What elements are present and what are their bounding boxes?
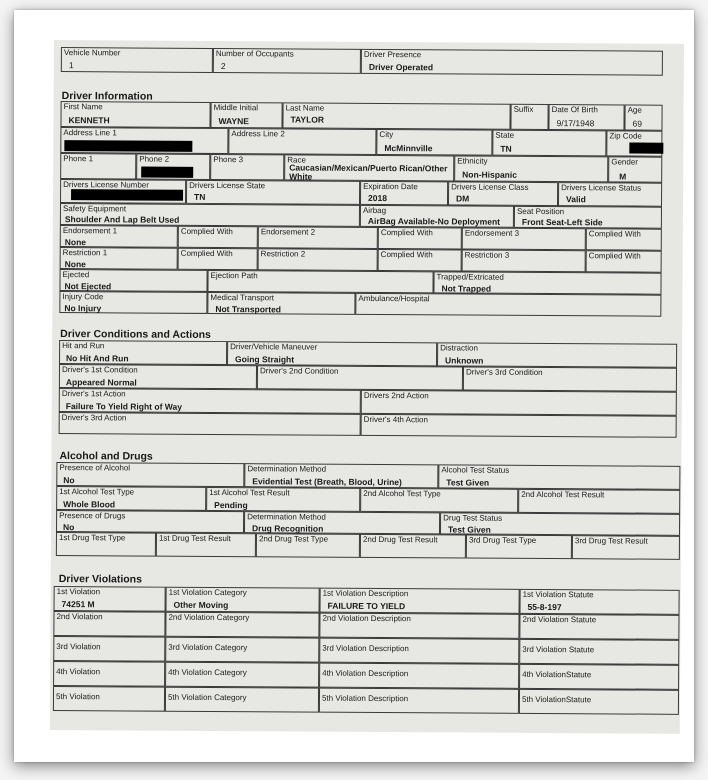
- field-label: Driver Presence: [363, 49, 422, 60]
- field-label: Complied With: [380, 228, 433, 238]
- section-heading-driver-violations: Driver Violations: [58, 573, 143, 586]
- seat-position-field: [514, 206, 662, 229]
- field-label: Ambulance/Hospital: [358, 293, 430, 304]
- field-value: McMinnville: [384, 143, 433, 154]
- hit-and-run-field: [59, 340, 227, 365]
- field-label: Drivers License State: [189, 180, 266, 191]
- field-value: TN: [194, 191, 206, 202]
- field-value: None: [64, 259, 86, 270]
- violation-description-field: [320, 588, 520, 614]
- field-value: No Injury: [64, 303, 102, 314]
- field-label: Zip Code: [609, 131, 642, 141]
- photo-frame: [14, 10, 694, 762]
- field-value: Other Moving: [173, 599, 229, 611]
- drug-test-status-field: [440, 512, 680, 535]
- field-value: Drug Recognition: [251, 523, 324, 534]
- field-value: 69: [632, 118, 642, 129]
- violation-statute-field: [519, 639, 679, 665]
- field-value: Caucasian/Mexican/Puerto Rican/Other White: [289, 162, 448, 182]
- field-label: Driver's 1st Condition: [61, 365, 138, 375]
- field-label: Medical Transport: [210, 292, 275, 303]
- condition-2-field: [257, 365, 463, 390]
- redaction-bar: [64, 140, 192, 152]
- field-label: Trapped/Extricated: [436, 272, 504, 282]
- violation-category-field: [165, 612, 319, 638]
- action-1-field: [59, 388, 361, 414]
- violation-number-field: [53, 661, 165, 687]
- address-line-2-field: [228, 128, 376, 155]
- middle-initial-field: [210, 102, 282, 128]
- field-label: 1st Violation Statute: [522, 589, 594, 600]
- field-label: 3rd Drug Test Result: [574, 536, 648, 546]
- address-line-1-field: [60, 127, 228, 154]
- field-value: WAYNE: [218, 116, 249, 127]
- field-label: Restriction 3: [464, 250, 510, 260]
- maneuver-field: [227, 341, 437, 366]
- action-2-field: [361, 390, 677, 416]
- action-3-field: [59, 412, 361, 436]
- section-heading-driver-conditions: Driver Conditions and Actions: [60, 328, 211, 341]
- field-label: 1st Alcohol Test Type: [59, 487, 135, 497]
- field-value: Not Transported: [215, 303, 282, 315]
- field-value: TAYLOR: [290, 114, 325, 125]
- drug-test-3-type-field: [466, 535, 572, 560]
- violation-description-field: [319, 663, 519, 689]
- field-label: 3rd Drug Test Type: [468, 535, 537, 545]
- endorsement-1-complied-field: [178, 226, 258, 248]
- field-label: 4th ViolationStatute: [522, 669, 592, 680]
- field-label: Complied With: [180, 248, 233, 259]
- field-value: Valid: [566, 194, 586, 205]
- field-value: FAILURE TO YIELD: [327, 600, 406, 612]
- field-value: Shoulder And Lap Belt Used: [64, 214, 180, 225]
- restriction-2-field: [258, 248, 378, 271]
- field-label: Endorsement 2: [260, 227, 316, 237]
- field-label: Complied With: [588, 229, 641, 239]
- endorsement-3-field: [462, 227, 586, 250]
- field-label: Ejection Path: [210, 270, 258, 281]
- field-label: Race: [287, 155, 306, 165]
- field-value: Front Seat-Left Side: [521, 216, 603, 228]
- restriction-2-complied-field: [378, 249, 462, 272]
- field-label: 1st Drug Test Result: [158, 533, 231, 544]
- condition-3-field: [463, 367, 677, 392]
- alcohol-test-1-type-field: [56, 486, 206, 511]
- alcohol-test-1-result-field: [206, 487, 360, 512]
- field-label: 5th Violation Category: [167, 692, 247, 703]
- phone-1-field: [60, 153, 136, 179]
- field-value: 1: [68, 60, 74, 71]
- field-label: Drivers 2nd Action: [363, 390, 429, 401]
- first-name-field: [60, 101, 210, 128]
- restriction-1-field: [60, 247, 178, 270]
- field-label: Ejected: [62, 270, 90, 280]
- field-label: 4th Violation: [56, 667, 101, 677]
- expiration-date-field: [360, 181, 448, 206]
- field-value: Appeared Normal: [65, 377, 137, 388]
- field-value: Unknown: [445, 355, 484, 366]
- license-class-field: [448, 181, 558, 206]
- field-label: Drug Test Status: [443, 513, 503, 523]
- field-label: Last Name: [285, 103, 325, 113]
- field-value: Not Ejected: [64, 281, 112, 292]
- determination-method-drugs-field: [244, 511, 440, 534]
- zip-code-field: [606, 130, 662, 156]
- field-label: Presence of Alcohol: [59, 463, 131, 473]
- field-value: 55-8-197: [527, 601, 562, 613]
- license-state-field: [186, 180, 360, 205]
- presence-drugs-field: [56, 510, 244, 533]
- safety-equipment-field: [60, 203, 360, 227]
- field-label: Phone 3: [213, 154, 244, 165]
- phone-3-field: [210, 154, 284, 180]
- field-label: Presence of Drugs: [59, 511, 126, 521]
- field-label: Driver's 1st Action: [61, 389, 126, 399]
- endorsement-2-complied-field: [378, 227, 462, 250]
- field-label: Complied With: [180, 226, 233, 237]
- ethnicity-field: [454, 155, 608, 182]
- field-label: First Name: [63, 102, 103, 112]
- state-field: [492, 130, 606, 157]
- violation-statute-field: [520, 589, 680, 615]
- drug-test-2-type-field: [256, 533, 360, 558]
- suffix-field: [510, 104, 548, 130]
- occupants-field: [213, 48, 361, 74]
- field-label: 2nd Violation Statute: [522, 614, 597, 625]
- field-label: 2nd Drug Test Type: [258, 534, 329, 544]
- gender-field: [608, 156, 662, 182]
- determination-method-alcohol-field: [244, 463, 438, 488]
- violation-number-field: [54, 586, 166, 612]
- field-value: 9/17/1948: [556, 118, 595, 129]
- field-value: Evidential Test (Breath, Blood, Urine): [252, 476, 402, 488]
- field-label: Alcohol Test Status: [441, 465, 510, 475]
- crash-report-page: [50, 40, 684, 734]
- field-label: Determination Method: [247, 512, 326, 522]
- field-label: Seat Position: [516, 206, 565, 217]
- license-status-field: [558, 182, 662, 207]
- field-value: M: [619, 171, 627, 182]
- restriction-3-complied-field: [586, 250, 662, 272]
- field-label: Driver's 2nd Condition: [259, 366, 339, 376]
- field-label: Ethnicity: [457, 156, 488, 166]
- endorsement-3-complied-field: [586, 228, 662, 250]
- violation-number-field: [53, 636, 165, 662]
- field-value: KENNETH: [68, 115, 110, 126]
- field-value: 2: [220, 61, 226, 72]
- violation-category-field: [166, 587, 320, 613]
- field-label: Age: [627, 105, 642, 115]
- field-label: Driver's 4th Action: [363, 414, 428, 425]
- field-value: AirBag Available-No Deployment: [367, 215, 501, 227]
- injury-code-field: [59, 291, 207, 314]
- condition-1-field: [59, 364, 257, 389]
- violation-number-field: [53, 686, 165, 712]
- drug-test-3-result-field: [572, 535, 680, 560]
- ejected-field: [59, 269, 207, 292]
- violation-statute-field: [519, 689, 679, 715]
- field-label: Number of Occupants: [215, 48, 294, 59]
- field-label: Complied With: [380, 249, 433, 260]
- alcohol-test-2-type-field: [360, 488, 518, 513]
- field-label: 3rd Violation Category: [168, 642, 248, 653]
- field-label: Endorsement 1: [62, 226, 118, 236]
- redaction-bar: [629, 143, 663, 154]
- restriction-1-complied-field: [178, 248, 258, 270]
- field-label: Address Line 2: [231, 129, 285, 139]
- field-value: Not Trapped: [441, 283, 492, 294]
- field-label: 3rd Violation: [56, 642, 101, 652]
- field-label: Airbag: [362, 205, 387, 216]
- field-label: City: [379, 129, 394, 140]
- airbag-field: [360, 205, 514, 228]
- field-value: None: [64, 237, 87, 248]
- field-label: 2nd Drug Test Result: [362, 534, 438, 545]
- field-label: Distraction: [440, 343, 478, 353]
- field-label: Driver's 3rd Action: [61, 413, 127, 423]
- violation-description-field: [319, 638, 519, 664]
- field-value: Whole Blood: [63, 499, 116, 510]
- last-name-field: [282, 102, 510, 129]
- field-label: State: [495, 130, 515, 140]
- field-label: 2nd Violation Description: [322, 613, 411, 624]
- field-label: 5th Violation Description: [321, 693, 409, 704]
- field-value: DM: [456, 193, 470, 204]
- field-value: No: [63, 475, 75, 486]
- field-value: Failure To Yield Right of Way: [65, 401, 182, 412]
- field-label: Address Line 1: [63, 128, 117, 138]
- restriction-3-field: [462, 249, 586, 272]
- field-value: No Hit And Run: [66, 353, 129, 364]
- dob-field: [548, 104, 624, 130]
- phone-2-field: [136, 154, 210, 180]
- violation-description-field: [319, 613, 519, 639]
- city-field: [376, 129, 492, 156]
- license-number-field: [60, 179, 186, 204]
- section-heading-alcohol-drugs: Alcohol and Drugs: [59, 450, 153, 463]
- field-label: Safety Equipment: [62, 204, 127, 214]
- redaction-bar: [71, 189, 183, 201]
- field-value: Test Given: [446, 477, 490, 488]
- driver-presence-field: [361, 49, 663, 76]
- field-label: 2nd Violation: [56, 612, 103, 622]
- field-label: 3rd Violation Description: [322, 643, 409, 654]
- field-value: Pending: [214, 499, 248, 511]
- race-field: [284, 154, 454, 181]
- violation-statute-field: [519, 664, 679, 690]
- violation-statute-field: [519, 614, 679, 640]
- field-label: 4th Violation Description: [322, 668, 409, 679]
- field-label: 1st Drug Test Type: [58, 533, 126, 543]
- field-label: Expiration Date: [363, 181, 418, 192]
- field-value: 2018: [368, 192, 387, 204]
- field-label: 2nd Alcohol Test Type: [363, 488, 441, 499]
- age-field: [624, 104, 662, 130]
- field-label: 2nd Alcohol Test Result: [521, 489, 605, 500]
- field-value: No: [62, 522, 75, 533]
- field-label: Restriction 2: [260, 249, 306, 259]
- endorsement-1-field: [60, 225, 178, 248]
- field-label: 1st Violation Category: [168, 587, 247, 598]
- field-label: 5th Violation: [55, 692, 100, 702]
- vehicle-number-field: [61, 47, 213, 73]
- violation-category-field: [165, 662, 319, 688]
- field-value: Going Straight: [235, 354, 295, 365]
- ejection-path-field: [207, 270, 433, 293]
- field-value: Non-Hispanic: [462, 169, 517, 180]
- field-value: Driver Operated: [368, 61, 434, 73]
- field-label: 2nd Violation Category: [168, 612, 250, 623]
- violation-category-field: [165, 687, 319, 713]
- field-label: Restriction 1: [62, 248, 108, 258]
- violation-number-field: [53, 611, 165, 637]
- ambulance-hospital-field: [355, 293, 661, 317]
- violation-description-field: [319, 688, 519, 714]
- field-label: Phone 2: [139, 154, 170, 164]
- field-label: Complied With: [588, 251, 641, 261]
- field-label: 4th Violation Category: [168, 667, 247, 678]
- action-4-field: [361, 414, 677, 438]
- drug-test-1-type-field: [56, 532, 156, 557]
- field-label: Drivers License Status: [561, 183, 642, 193]
- field-label: Suffix: [513, 104, 534, 114]
- field-label: Determination Method: [247, 464, 327, 474]
- endorsement-2-field: [258, 226, 378, 249]
- trapped-field: [433, 271, 661, 294]
- field-value: 74251 M: [61, 599, 95, 610]
- field-label: 1st Violation: [56, 587, 101, 597]
- field-label: Date Of Birth: [551, 105, 598, 115]
- presence-alcohol-field: [56, 462, 244, 487]
- field-label: Driver's 3rd Condition: [465, 367, 543, 377]
- section-heading-driver-information: Driver Information: [61, 90, 153, 103]
- field-label: Endorsement 3: [464, 228, 520, 238]
- field-label: Drivers License Class: [451, 182, 529, 192]
- field-label: Phone 1: [63, 154, 94, 164]
- alcohol-test-status-field: [438, 464, 680, 489]
- violation-category-field: [165, 637, 319, 663]
- field-label: 1st Violation Description: [322, 588, 409, 599]
- alcohol-test-2-result-field: [518, 489, 680, 514]
- field-label: Injury Code: [62, 292, 104, 302]
- drug-test-2-result-field: [360, 534, 466, 559]
- field-value: TN: [500, 143, 512, 154]
- field-label: Drivers License Number: [63, 180, 149, 190]
- field-label: Vehicle Number: [63, 48, 121, 58]
- drug-test-1-result-field: [156, 533, 256, 558]
- field-label: 5th ViolationStatute: [521, 694, 592, 705]
- redaction-bar: [141, 167, 193, 178]
- field-label: Middle Initial: [213, 102, 259, 113]
- medical-transport-field: [207, 292, 355, 315]
- field-label: Gender: [611, 157, 638, 167]
- distraction-field: [437, 342, 677, 367]
- field-label: Hit and Run: [62, 341, 105, 351]
- field-label: 1st Alcohol Test Result: [209, 487, 290, 498]
- field-value: Test Given: [447, 524, 491, 535]
- field-label: Driver/Vehicle Maneuver: [230, 342, 318, 352]
- field-label: 3rd Violation Statute: [522, 644, 595, 655]
